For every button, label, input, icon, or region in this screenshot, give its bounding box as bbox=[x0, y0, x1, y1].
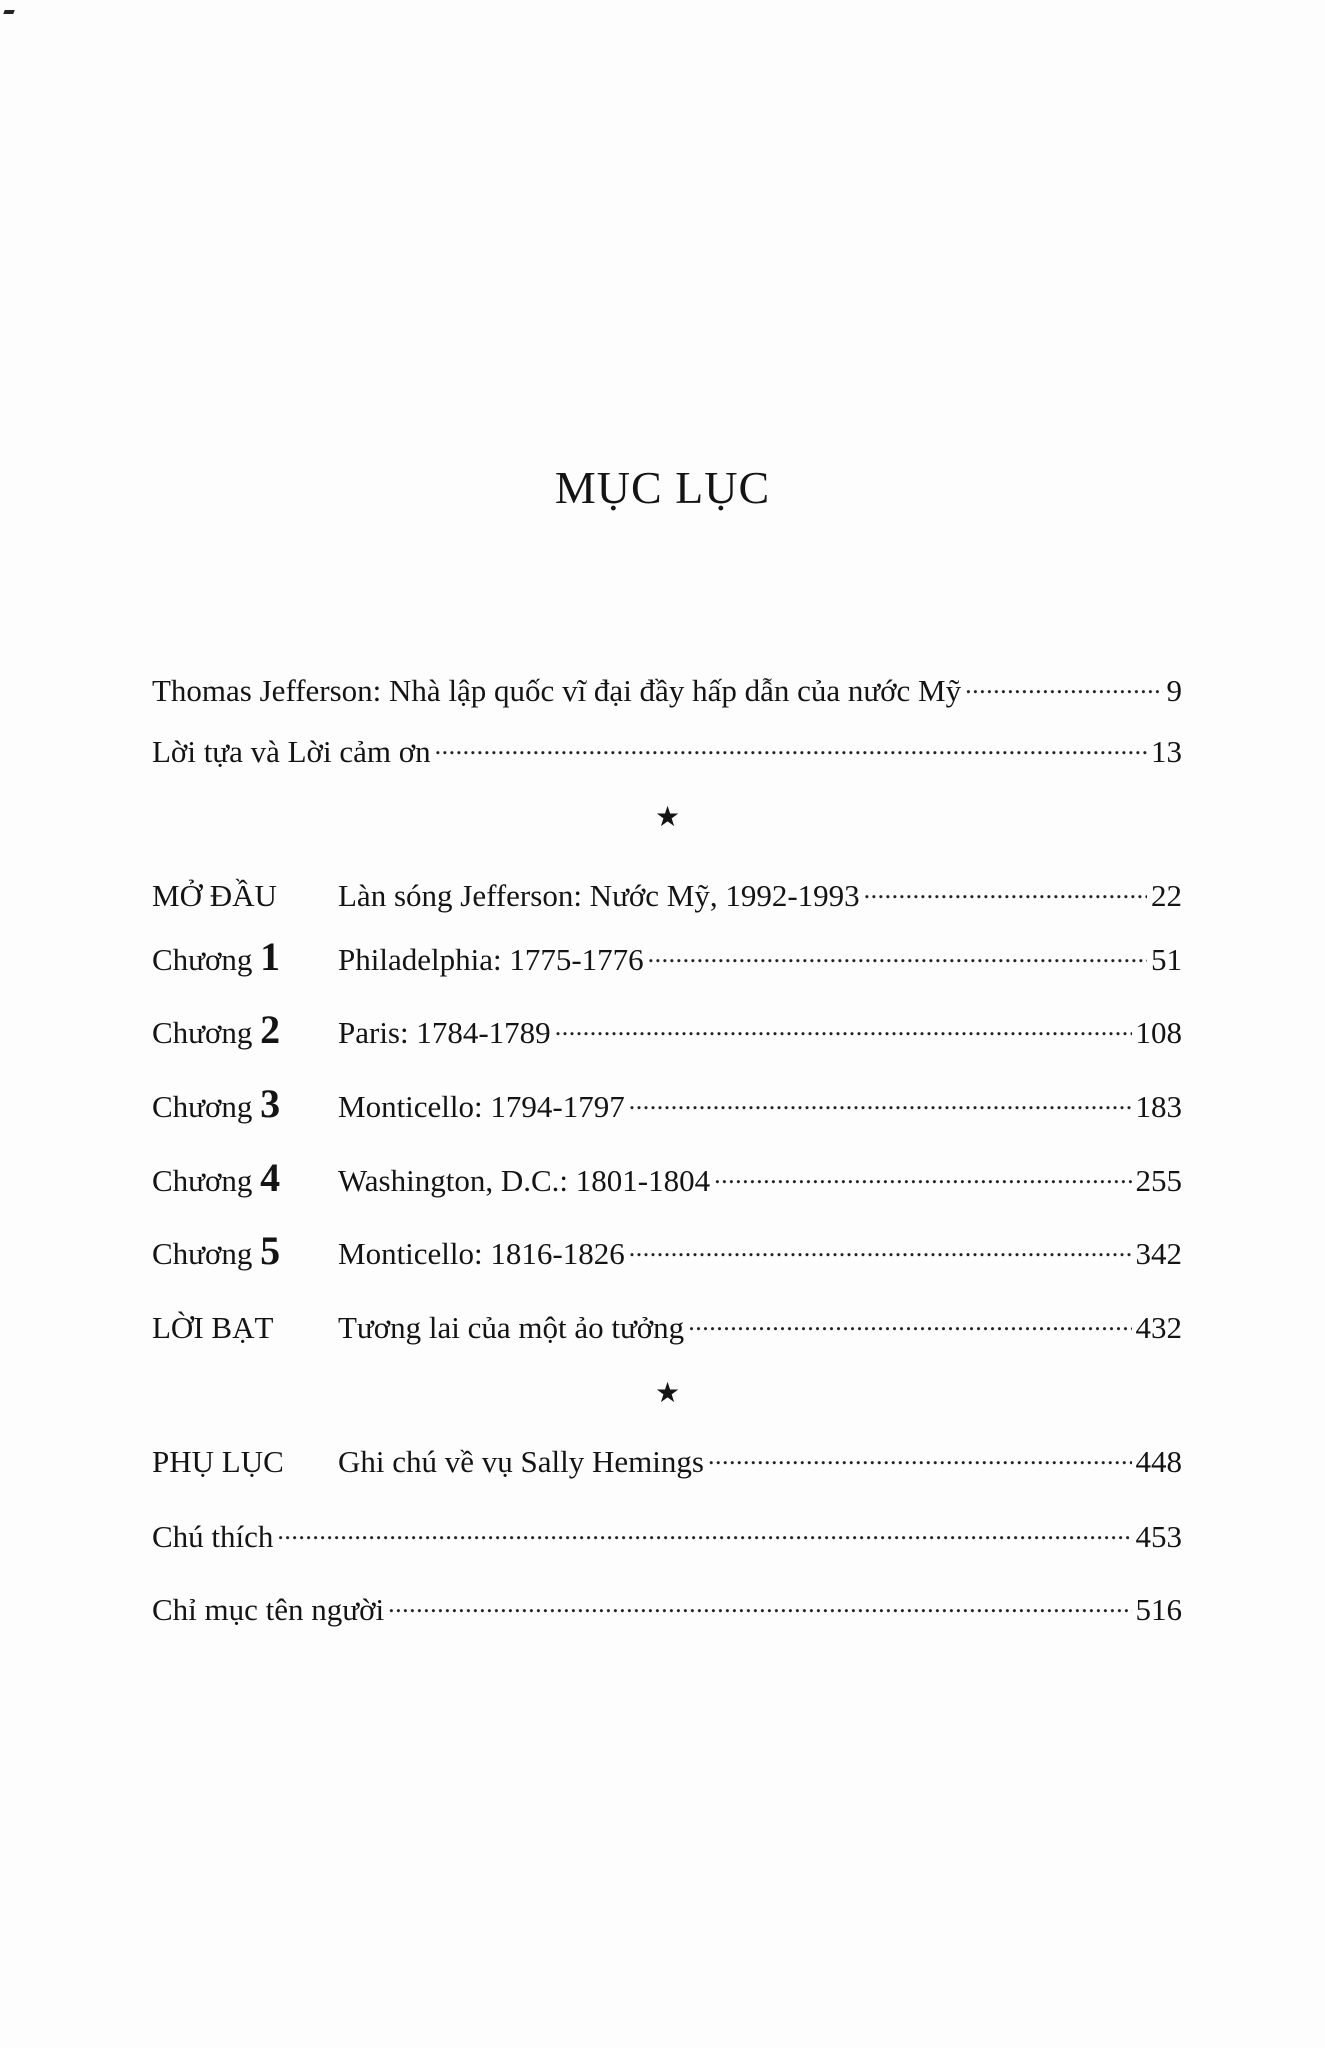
toc-entry[interactable] bbox=[152, 869, 1182, 919]
dot-leader bbox=[629, 1233, 1132, 1264]
dot-leader bbox=[277, 1516, 1131, 1547]
toc-page-number: 453 bbox=[1135, 1519, 1182, 1554]
toc-entry-text: Washington, D.C.: 1801-1804 bbox=[338, 1163, 711, 1198]
toc-page-number: 342 bbox=[1135, 1236, 1182, 1271]
toc-entry[interactable] bbox=[152, 1154, 1182, 1204]
toc-entry-label: MỞ ĐẦU bbox=[152, 878, 277, 913]
toc-page-number: 516 bbox=[1135, 1592, 1182, 1627]
toc-entry[interactable] bbox=[152, 1441, 1182, 1491]
toc-entry-text: Monticello: 1816-1826 bbox=[338, 1236, 625, 1271]
dot-leader bbox=[965, 670, 1162, 701]
toc-page-number: 13 bbox=[1151, 734, 1182, 769]
toc-page-number: 255 bbox=[1135, 1163, 1182, 1198]
toc-entry-text: Monticello: 1794-1797 bbox=[338, 1089, 625, 1124]
toc-entry-text: Chú thích bbox=[152, 1519, 274, 1554]
toc-entry-label: Chương 2 bbox=[152, 1007, 281, 1052]
toc-entry[interactable] bbox=[152, 933, 1182, 983]
toc-entry[interactable] bbox=[152, 1301, 1182, 1351]
dot-leader bbox=[688, 1307, 1131, 1338]
toc-entry-label: Chương 5 bbox=[152, 1228, 281, 1273]
toc-entry[interactable] bbox=[152, 1516, 1182, 1566]
toc-entry-text: Làn sóng Jefferson: Nước Mỹ, 1992-1993 bbox=[338, 878, 860, 913]
dot-leader bbox=[648, 939, 1147, 970]
toc-page-number: 9 bbox=[1166, 673, 1182, 708]
dot-leader bbox=[708, 1441, 1132, 1472]
toc-entry[interactable] bbox=[152, 1589, 1182, 1639]
dot-leader bbox=[555, 1012, 1132, 1043]
toc-entry-text: Paris: 1784-1789 bbox=[338, 1015, 551, 1050]
dot-leader bbox=[714, 1160, 1131, 1191]
toc-entry-label: LỜI BẠT bbox=[152, 1310, 274, 1345]
toc-entry-label: Chương 3 bbox=[152, 1081, 281, 1126]
dot-leader bbox=[629, 1086, 1132, 1117]
toc-entry[interactable] bbox=[152, 1227, 1182, 1277]
toc-page-number: 432 bbox=[1135, 1310, 1182, 1345]
toc-entry[interactable] bbox=[152, 1080, 1182, 1130]
dot-leader bbox=[388, 1589, 1131, 1620]
toc-entry-label: Chương 4 bbox=[152, 1155, 281, 1200]
toc-page-number: 22 bbox=[1151, 878, 1182, 913]
dot-leader bbox=[435, 731, 1147, 762]
toc-entry[interactable] bbox=[152, 1006, 1182, 1056]
toc-entry-text: Tương lai của một ảo tưởng bbox=[338, 1310, 685, 1345]
toc-entry-text: Chỉ mục tên người bbox=[152, 1592, 385, 1627]
toc-page-number: 448 bbox=[1135, 1444, 1182, 1479]
toc-entry[interactable] bbox=[152, 731, 1182, 781]
toc-entry[interactable] bbox=[152, 670, 1182, 720]
toc-entry-text: Lời tựa và Lời cảm ơn bbox=[152, 734, 431, 769]
toc-entry-text: Thomas Jefferson: Nhà lập quốc vĩ đại đầy hấp dẫn của nước Mỹ bbox=[152, 673, 962, 708]
star-separator-icon: ★ bbox=[655, 1378, 681, 1409]
page-title: MỤC LỤC bbox=[554, 461, 771, 513]
dot-leader bbox=[864, 875, 1147, 906]
scan-corner-mark bbox=[3, 10, 14, 14]
toc-page-number: 51 bbox=[1151, 942, 1182, 977]
toc-entry-text: Philadelphia: 1775-1776 bbox=[338, 942, 644, 977]
star-separator-icon: ★ bbox=[655, 802, 681, 833]
toc-page-number: 183 bbox=[1135, 1089, 1182, 1124]
toc-entry-text: Ghi chú về vụ Sally Hemings bbox=[338, 1444, 704, 1479]
toc-entry-label: PHỤ LỤC bbox=[152, 1444, 284, 1479]
toc-page-number: 108 bbox=[1135, 1015, 1182, 1050]
toc-entry-label: Chương 1 bbox=[152, 934, 281, 979]
